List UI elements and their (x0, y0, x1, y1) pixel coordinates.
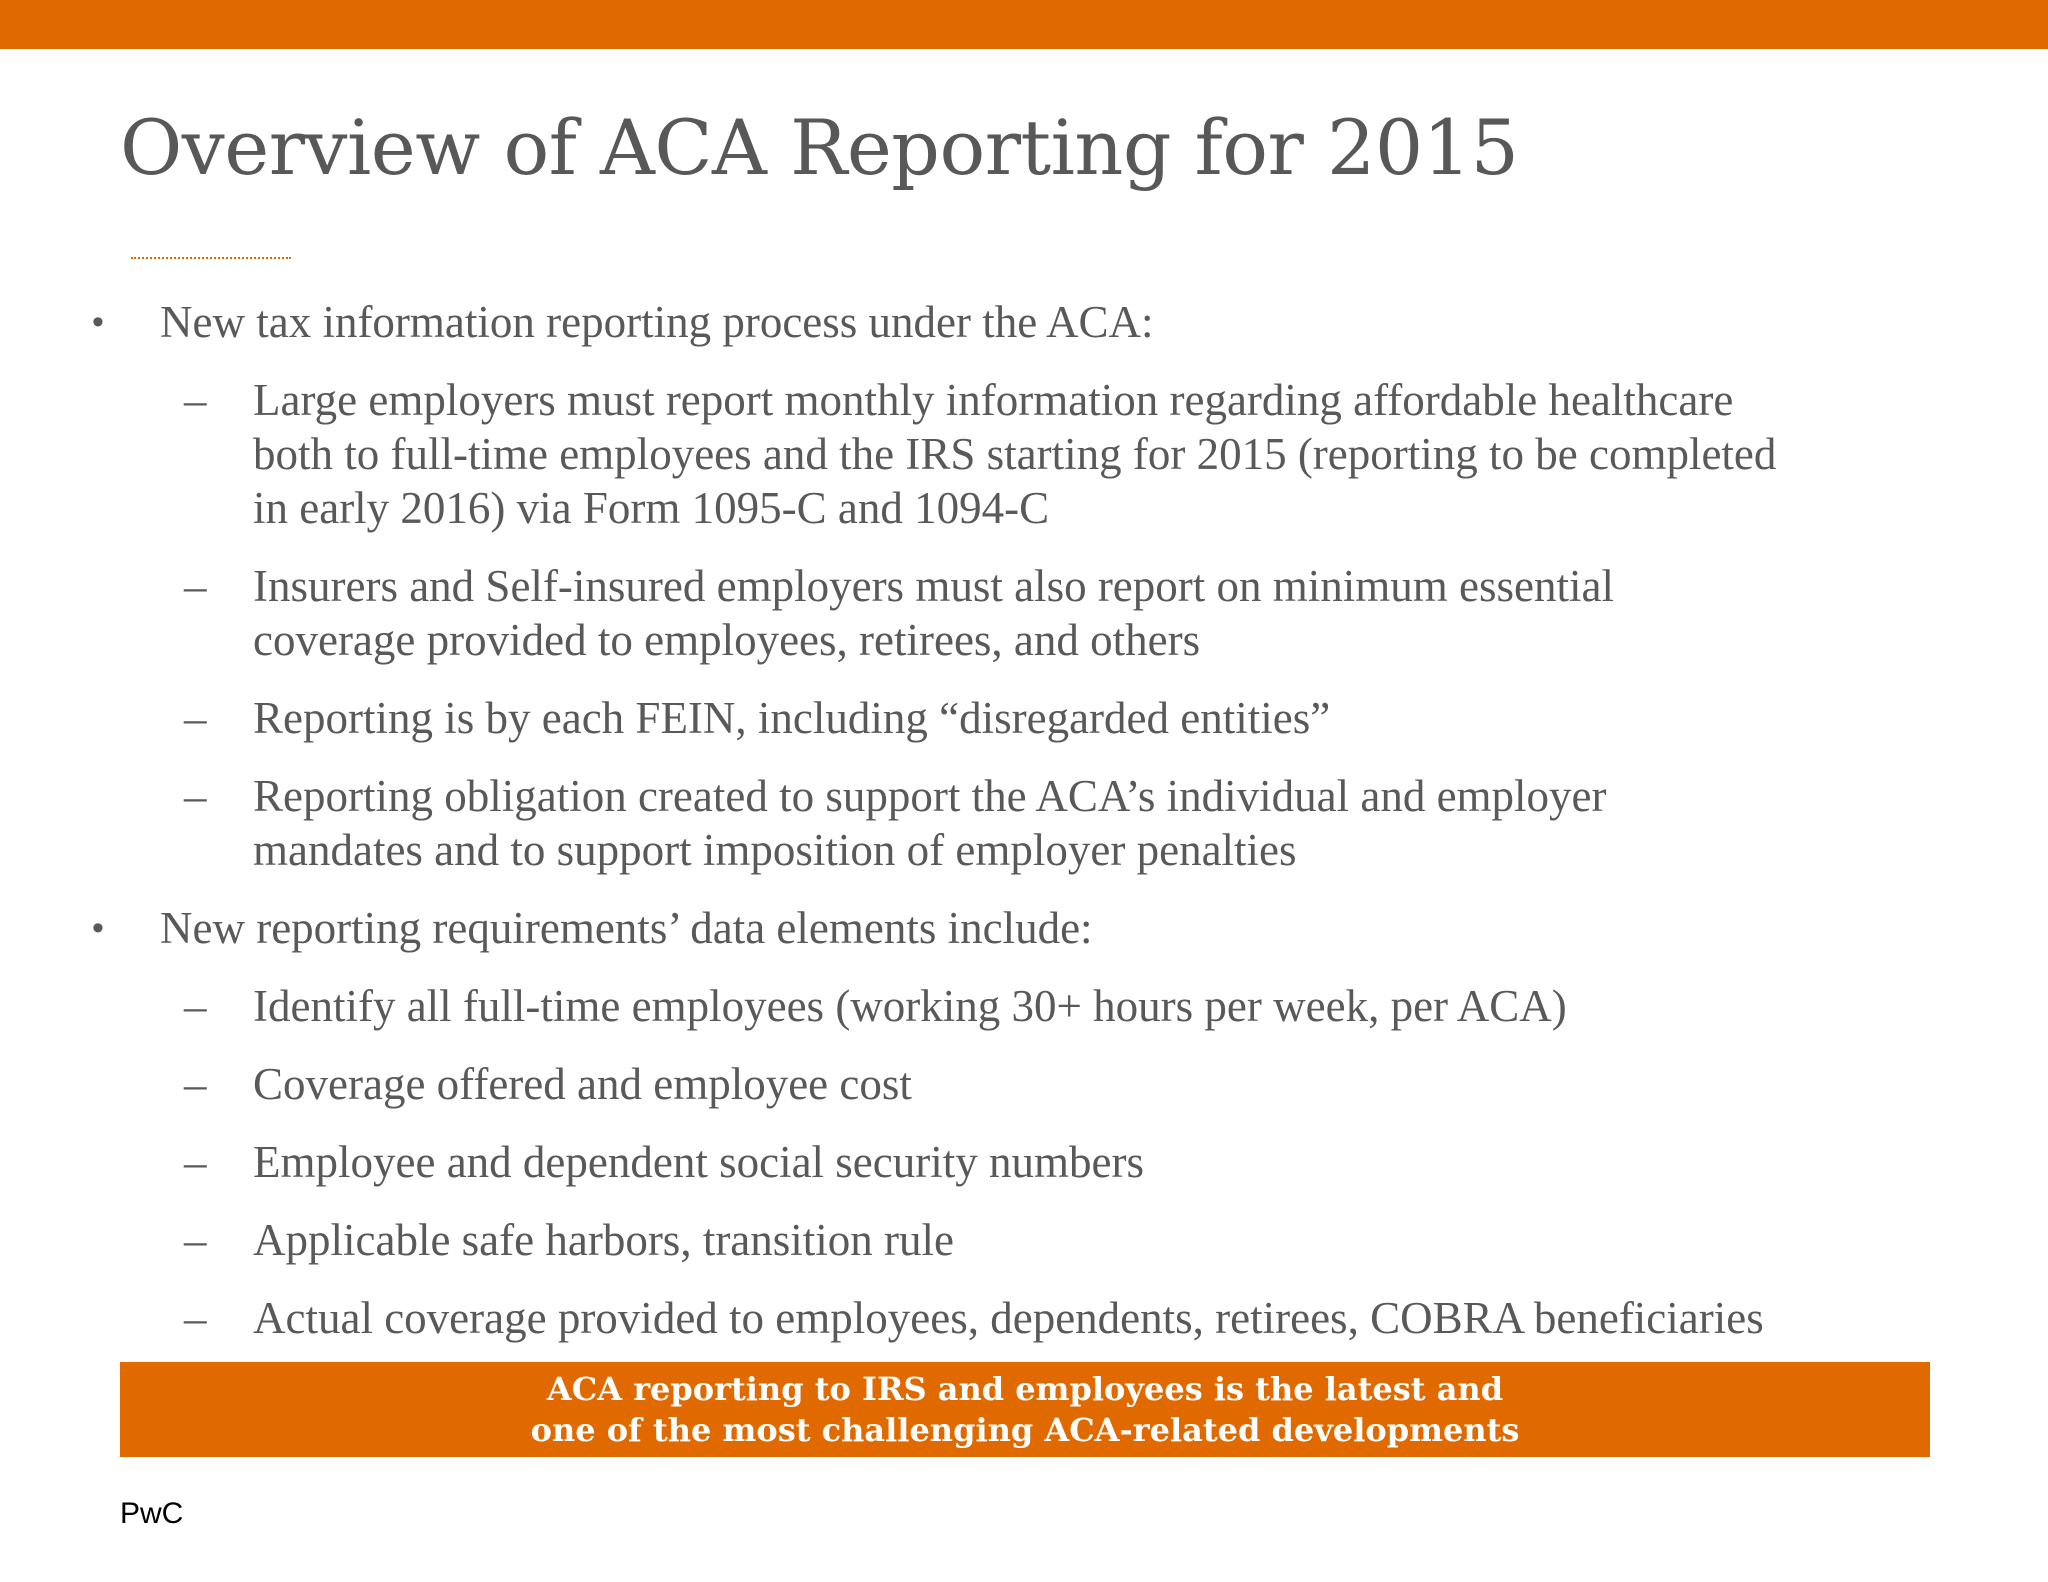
sub-bullet-text-line: Reporting obligation created to support the ACA’s individual and employer (253, 771, 1607, 821)
sub-bullet-text-line: both to full-time employees and the IRS starting for 2015 (reporting to be completed (253, 429, 1777, 479)
sub-bullet-text-line: in early 2016) via Form 1095-C and 1094-C (253, 483, 1050, 533)
sub-bullet-marker: – (184, 1293, 207, 1343)
bullet-text: New tax information reporting process under the ACA: (160, 297, 1154, 347)
sub-bullet-marker: – (184, 1059, 207, 1109)
bullet-marker: • (92, 303, 104, 341)
sub-bullet-marker: – (184, 561, 207, 611)
footer-brand: PwC (120, 1497, 184, 1530)
sub-bullet-marker: – (184, 1215, 207, 1265)
bullet-text: New reporting requirements’ data elements include: (160, 903, 1093, 953)
sub-bullet-text-line: mandates and to support imposition of employer penalties (253, 825, 1297, 875)
callout-line: one of the most challenging ACA-related developments (530, 1410, 1520, 1449)
sub-bullet-text-line: Applicable safe harbors, transition rule (253, 1215, 955, 1265)
sub-bullet-text-line: coverage provided to employees, retirees, and others (253, 615, 1201, 665)
sub-bullet-text-line: Large employers must report monthly information regarding affordable healthcare (253, 375, 1734, 425)
sub-bullet-marker: – (184, 771, 207, 821)
sub-bullet-text-line: Employee and dependent social security numbers (253, 1137, 1144, 1187)
slide-title: Overview of ACA Reporting for 2015 (120, 103, 1519, 192)
sub-bullet-marker: – (184, 981, 207, 1031)
sub-bullet-marker: – (184, 1137, 207, 1187)
sub-bullet-marker: – (184, 375, 207, 425)
sub-bullet-text-line: Actual coverage provided to employees, dependents, retirees, COBRA beneficiaries (253, 1293, 1764, 1343)
sub-bullet-text-line: Coverage offered and employee cost (253, 1059, 912, 1109)
sub-bullet-text-line: Reporting is by each FEIN, including “disregarded entities” (253, 693, 1331, 743)
callout-line: ACA reporting to IRS and employees is the latest and (546, 1369, 1504, 1408)
title-divider (131, 257, 291, 259)
sub-bullet-marker: – (184, 693, 207, 743)
sub-bullet-text-line: Identify all full-time employees (working 30+ hours per week, per ACA) (253, 981, 1567, 1031)
bullet-marker: • (92, 909, 104, 947)
callout-banner (120, 1362, 1930, 1457)
top-accent-bar (0, 0, 2048, 49)
sub-bullet-text-line: Insurers and Self-insured employers must also report on minimum essential (253, 561, 1614, 611)
